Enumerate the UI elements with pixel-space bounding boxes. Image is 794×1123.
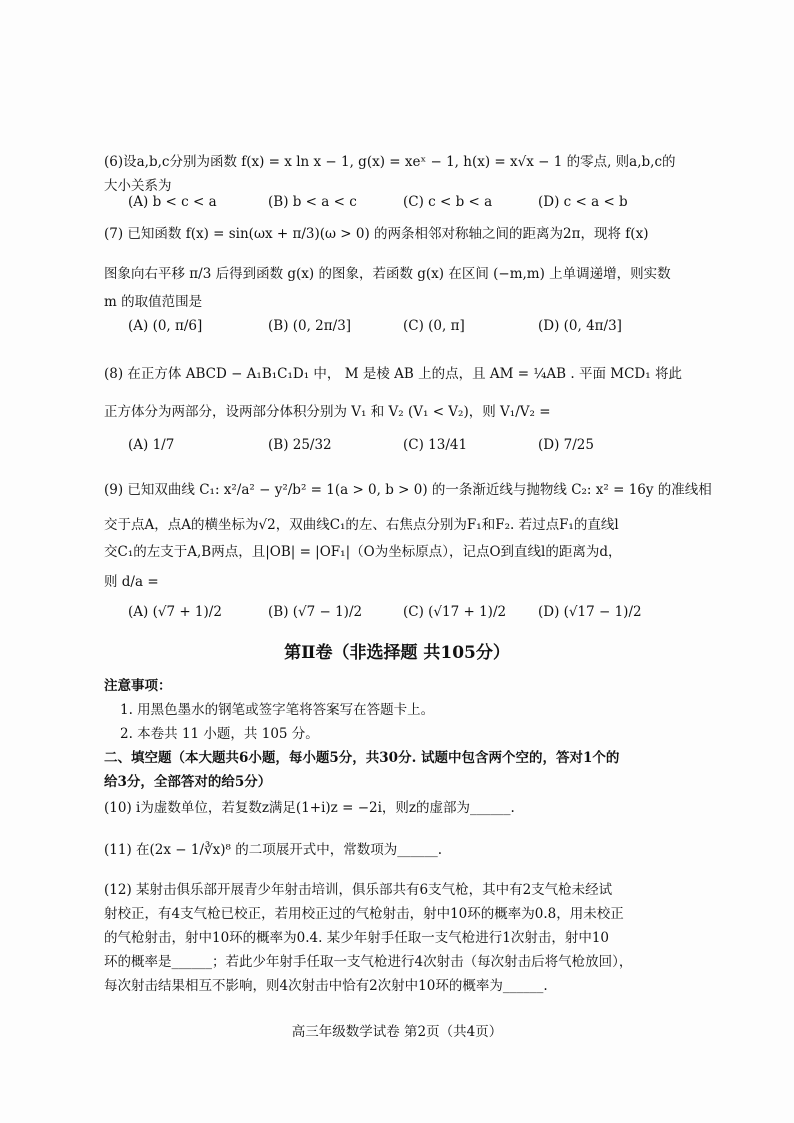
q8-option-a: (A) 1/7 [128, 437, 175, 453]
q9-line3: 交C₁的左支于A,B两点，且|OB| = |OF₁|（O为坐标原点），记点O到直线l的距离为d， [104, 544, 622, 560]
q6-option-d: (D) c < a < b [538, 194, 628, 210]
q12-line5: 每次射击结果相互不影响，则4次射击中恰有2次射中10环的概率为______. [104, 978, 548, 994]
q12-line3: 的气枪射击，射中10环的概率为0.4. 某少年射手任取一支气枪进行1次射击，射中10 [104, 930, 609, 946]
q12-line4: 环的概率是______；若此少年射手任取一支气枪进行4次射击（每次射击后将气枪放回）， [104, 954, 633, 970]
q12-line1: (12) 某射击俱乐部开展青少年射击培训，俱乐部共有6支气枪，其中有2支气枪未经试 [104, 882, 613, 898]
q9-option-a: (A) (√7 + 1)/2 [128, 604, 222, 620]
q7-option-b: (B) (0, 2π/3] [268, 318, 352, 334]
fill-heading-line1: 二、填空题（本大题共6小题，每小题5分，共30分. 试题中包含两个空的，答对1个的 [104, 750, 620, 766]
q9-option-c: (C) (√17 + 1)/2 [403, 604, 507, 620]
q7-line3: m 的取值范围是 [104, 294, 203, 310]
page-footer: 高三年级数学试卷 第2页（共4页） [291, 1024, 503, 1040]
q7-option-d: (D) (0, 4π/3] [538, 318, 622, 334]
q7-option-a: (A) (0, π/6] [128, 318, 203, 334]
section-title: 第Ⅱ卷（非选择题 共105分） [284, 643, 510, 663]
q8-line1: (8) 在正方体 ABCD − A₁B₁C₁D₁ 中， M 是棱 AB 上的点，且 AM = ¼AB . 平面 MCD₁ 将此 [104, 366, 682, 382]
q8-option-b: (B) 25/32 [268, 437, 332, 453]
q7-line2: 图象向右平移 π/3 后得到函数 g(x) 的图象，若函数 g(x) 在区间 (−m,m) 上单调递增，则实数 [104, 266, 671, 282]
q6-option-c: (C) c < b < a [403, 194, 493, 210]
q9-line4: 则 d/a = [104, 574, 159, 590]
q8-option-d: (D) 7/25 [538, 437, 594, 453]
q12-line2: 射校正，有4支气枪已校正，若用校正过的气枪射击，射中10环的概率为0.8，用未校正 [104, 906, 624, 922]
q7-line1: (7) 已知函数 f(x) = sin(ωx + π/3)(ω > 0) 的两条相邻对称轴之间的距离为2π，现将 f(x) [104, 226, 649, 242]
q10: (10) i为虚数单位，若复数z满足(1+i)z = −2i，则z的虚部为______. [104, 800, 515, 816]
q6-line1: (6)设a,b,c分别为函数 f(x) = x ln x − 1, g(x) = xeˣ − 1, h(x) = x√x − 1 的零点, 则a,b,c的 [104, 154, 676, 170]
note-item: 2. 本卷共 11 小题，共 105 分。 [120, 726, 319, 742]
q9-line2: 交于点A，点A的横坐标为√2，双曲线C₁的左、右焦点分别为F₁和F₂. 若过点F₁的直线l [104, 517, 619, 533]
notes-title: 注意事项： [104, 678, 172, 694]
q8-option-c: (C) 13/41 [403, 437, 468, 453]
q7-option-c: (C) (0, π] [403, 318, 465, 334]
note-item: 1. 用黑色墨水的钢笔或签字笔将答案写在答题卡上。 [120, 702, 435, 718]
q6-line2: 大小关系为 [104, 178, 172, 194]
q9-line1: (9) 已知双曲线 C₁: x²/a² − y²/b² = 1(a > 0, b > 0) 的一条渐近线与抛物线 C₂: x² = 16y 的准线相 [104, 482, 712, 498]
fill-heading-line2: 给3分，全部答对的给5分） [104, 774, 272, 790]
q8-line2: 正方体分为两部分，设两部分体积分别为 V₁ 和 V₂ (V₁ < V₂)，则 V₁/V₂ = [104, 404, 551, 420]
q9-option-d: (D) (√17 − 1)/2 [538, 604, 642, 620]
q9-option-b: (B) (√7 − 1)/2 [268, 604, 363, 620]
q6-option-b: (B) b < a < c [268, 194, 357, 210]
q6-option-a: (A) b < c < a [128, 194, 217, 210]
q11: (11) 在(2x − 1/∛x)⁸ 的二项展开式中，常数项为______. [104, 842, 442, 858]
